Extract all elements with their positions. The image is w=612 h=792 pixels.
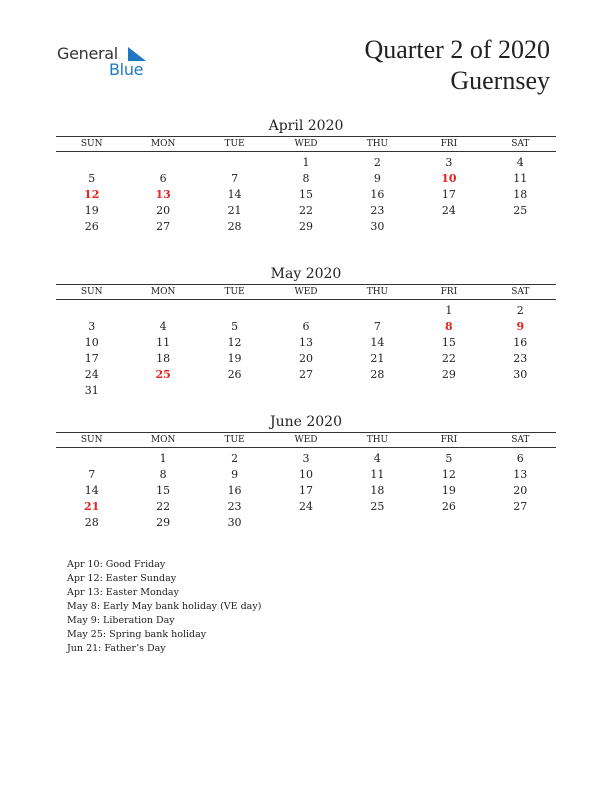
empty-cell [56,155,127,171]
day-cell: 25 [513,204,528,217]
weekday-header [56,136,556,152]
day-cell: 7 [88,468,96,481]
day-cell: 18 [156,352,171,365]
day-cell: 25 [370,500,385,513]
day-cell: 27 [513,500,528,513]
weekday-label: WED [294,139,318,149]
day-cell: 17 [298,484,313,497]
weekday-label: MON [150,435,176,445]
day-cell: 18 [513,188,528,201]
holiday-day: 9 [516,320,525,333]
day-cell: 10 [84,336,99,349]
day-cell: 23 [513,352,528,365]
holiday-day: 13 [155,188,171,201]
title-quarter: Quarter 2 of 2020 [364,35,550,64]
day-cell: 4 [159,320,167,333]
empty-cell [342,303,413,319]
day-cell: 6 [516,452,524,465]
empty-cell [56,303,127,319]
day-grid [56,300,556,399]
generalblue-logo [57,44,167,84]
day-cell: 22 [156,500,171,513]
day-cell: 29 [298,220,313,233]
day-cell: 19 [84,204,99,217]
day-cell: 14 [227,188,242,201]
day-cell: 22 [441,352,456,365]
weekday-label: SUN [80,287,103,297]
day-cell: 1 [445,304,453,317]
day-cell: 6 [302,320,310,333]
empty-cell [199,155,270,171]
holiday-item: May 25: Spring bank holiday [67,629,207,640]
day-cell: 2 [516,304,524,317]
day-cell: 5 [88,172,96,185]
day-cell: 26 [227,368,242,381]
logo-text-general: General [57,44,118,63]
day-cell: 29 [441,368,456,381]
day-cell: 18 [370,484,385,497]
day-cell: 21 [370,352,385,365]
weekday-label: TUE [224,435,245,445]
day-cell: 22 [298,204,313,217]
weekday-label: MON [150,287,176,297]
day-cell: 10 [298,468,313,481]
weekday-label: THU [366,139,389,149]
day-cell: 8 [302,172,310,185]
day-cell: 11 [370,468,385,481]
day-cell: 23 [370,204,385,217]
weekday-label: SAT [511,139,530,149]
weekday-label: WED [294,435,318,445]
holiday-day: 21 [84,500,100,513]
weekday-label: SUN [80,435,103,445]
holiday-item: May 8: Early May bank holiday (VE day) [67,601,262,612]
day-cell: 9 [373,172,381,185]
holiday-item: May 9: Liberation Day [67,615,175,626]
holiday-list [67,558,261,656]
day-cell: 11 [156,336,171,349]
day-cell: 30 [513,368,528,381]
month-title: April 2020 [268,118,344,134]
day-cell: 27 [156,220,171,233]
day-cell: 24 [441,204,456,217]
day-cell: 14 [84,484,99,497]
weekday-label: TUE [224,139,245,149]
day-cell: 21 [227,204,242,217]
day-cell: 13 [298,336,313,349]
day-grid [56,152,556,235]
calendar-april [56,116,556,235]
weekday-label: TUE [224,287,245,297]
holiday-item: Apr 12: Easter Sunday [67,573,177,584]
day-cell: 27 [298,368,313,381]
weekday-label: MON [150,139,176,149]
weekday-label: FRI [440,139,458,149]
holiday-item: Apr 10: Good Friday [67,559,166,570]
weekday-header [56,432,556,448]
day-cell: 30 [370,220,385,233]
day-cell: 7 [231,172,239,185]
day-cell: 15 [156,484,171,497]
day-cell: 16 [370,188,385,201]
logo-text-blue: Blue [109,60,144,79]
logo-triangle-icon [124,47,146,61]
day-cell: 12 [227,336,242,349]
day-cell: 17 [84,352,99,365]
title-country: Guernsey [450,66,550,95]
day-cell: 31 [84,384,99,397]
holiday-day: 8 [445,320,453,333]
day-cell: 16 [227,484,242,497]
holiday-day: 12 [84,188,100,201]
day-cell: 4 [516,156,524,169]
day-cell: 26 [441,500,456,513]
weekday-label: THU [366,435,389,445]
day-cell: 12 [441,468,456,481]
day-cell: 20 [156,204,171,217]
day-cell: 1 [302,156,310,169]
day-cell: 24 [298,500,313,513]
day-cell: 2 [373,156,381,169]
day-cell: 1 [159,452,167,465]
day-cell: 20 [513,484,528,497]
empty-cell [270,303,341,319]
empty-cell [199,303,270,319]
day-cell: 24 [84,368,99,381]
weekday-label: SUN [80,139,103,149]
day-cell: 17 [441,188,456,201]
day-cell: 23 [227,500,242,513]
holiday-day: 10 [441,172,457,185]
day-cell: 4 [373,452,381,465]
day-cell: 11 [513,172,528,185]
calendar-june [56,412,556,531]
calendar-may [56,264,556,399]
weekday-label: SAT [511,435,530,445]
weekday-label: SAT [511,287,530,297]
day-cell: 28 [84,516,99,529]
day-cell: 15 [298,188,313,201]
day-cell: 9 [231,468,239,481]
day-cell: 3 [88,320,96,333]
day-cell: 26 [84,220,99,233]
holiday-item: Jun 21: Father’s Day [67,643,166,654]
page-title [364,34,550,96]
weekday-label: WED [294,287,318,297]
day-cell: 30 [227,516,242,529]
day-cell: 3 [445,156,453,169]
month-title: June 2020 [269,414,342,430]
weekday-header [56,284,556,300]
day-cell: 7 [373,320,381,333]
holiday-day: 25 [155,368,171,381]
weekday-label: FRI [440,287,458,297]
empty-cell [127,155,198,171]
day-cell: 29 [156,516,171,529]
month-title: May 2020 [270,266,342,282]
day-cell: 3 [302,452,310,465]
day-cell: 8 [159,468,167,481]
day-cell: 28 [227,220,242,233]
day-grid [56,448,556,531]
day-cell: 2 [231,452,239,465]
weekday-label: FRI [440,435,458,445]
day-cell: 5 [231,320,239,333]
day-cell: 5 [445,452,453,465]
day-cell: 14 [370,336,385,349]
day-cell: 6 [159,172,167,185]
holiday-item: Apr 13: Easter Monday [67,587,179,598]
empty-cell [127,303,198,319]
day-cell: 20 [298,352,313,365]
day-cell: 16 [513,336,528,349]
day-cell: 15 [441,336,456,349]
day-cell: 28 [370,368,385,381]
day-cell: 13 [513,468,528,481]
weekday-label: THU [366,287,389,297]
empty-cell [56,451,127,467]
day-cell: 19 [227,352,242,365]
day-cell: 19 [441,484,456,497]
